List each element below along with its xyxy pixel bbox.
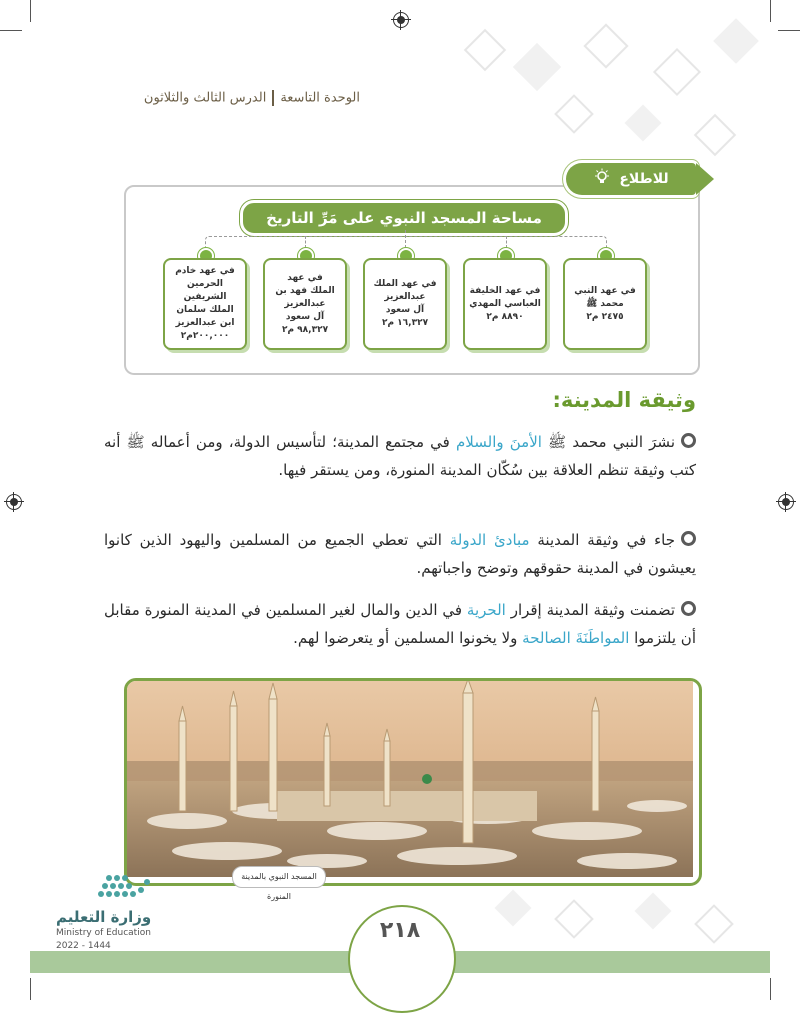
era-line: عبدالعزيز — [284, 298, 326, 309]
era-card-abbasid — [463, 258, 547, 350]
era-area: ١٦,٣٢٧ م٢ — [381, 318, 429, 328]
text-run: نشرَ النبي محمد ﷺ — [541, 433, 675, 451]
era-line: ابن عبدالعزيز — [175, 318, 235, 328]
era-card-king-fahd — [263, 258, 347, 350]
bullet-icon — [681, 433, 696, 448]
info-tab-label: للاطلاع — [619, 171, 669, 187]
text-run: جاء في وثيقة المدينة — [529, 531, 675, 549]
info-tab — [566, 163, 696, 195]
era-line: في عهد النبي — [574, 285, 636, 296]
highlight-term: المواطَنَةَ الصالحة — [522, 629, 630, 647]
unit-label: الوحدة التاسعة — [280, 90, 360, 106]
era-card-king-abdulaziz — [363, 258, 447, 350]
paragraph-1 — [104, 428, 696, 484]
crop-mark — [30, 0, 31, 22]
bullet-icon — [681, 531, 696, 546]
crop-mark — [30, 978, 31, 1000]
timeline-connector — [305, 236, 507, 248]
era-line: عبدالعزيز — [384, 292, 426, 302]
crop-mark — [770, 978, 771, 1000]
era-line: في عهد الخليفة — [469, 285, 541, 296]
running-header — [30, 90, 360, 106]
era-line: آل سعود — [285, 311, 325, 322]
ministry-logo — [95, 866, 155, 904]
timeline-title: مساحة المسجد النبوي على مَرِّ التاريخ — [240, 200, 568, 236]
text-run: التي تعطي الجميع من المسلمين واليهود الذين كانوا يعيشون في المدينة حقوقهم وتوضح واجباتهم. — [104, 531, 696, 577]
lesson-label: الدرس الثالث والثلاثون — [143, 90, 267, 106]
text-run: في الدين والمال لغير المسلمين في المدينة المنورة مقابل أن يلتزموا — [104, 601, 696, 647]
paragraph-2 — [104, 526, 696, 582]
era-line: في عهد خادم — [175, 266, 235, 276]
era-area: ٨٨٩٠ م٢ — [486, 311, 524, 322]
section-title: وثيقة المدينة: — [552, 388, 696, 412]
photo-caption: المسجد النبوي بالمدينة المنورة — [232, 866, 326, 888]
era-line: محمد ﷺ — [586, 298, 624, 309]
era-line: العباسي المهدي — [469, 298, 541, 309]
crop-mark — [0, 30, 22, 31]
era-card-prophet — [563, 258, 647, 350]
era-line: الحرمين الشريفين — [183, 279, 227, 302]
era-line: الملك فهد بن — [275, 285, 335, 296]
highlight-term: مبادئ الدولة — [449, 531, 530, 549]
timeline-connector — [405, 230, 406, 248]
lightbulb-icon — [593, 168, 611, 190]
mosque-illustration — [127, 681, 693, 877]
header-divider — [272, 90, 274, 106]
bullet-icon — [681, 601, 696, 616]
registration-mark-icon — [6, 494, 22, 510]
highlight-term: الأمنَ والسلام — [456, 433, 542, 451]
mosque-photo — [124, 678, 702, 886]
text-run: في مجتمع المدينة؛ لتأسيس الدولة، ومن أعماله ﷺ أنه كتب وثيقة تنظم العلاقة بين سُكّان المدينة المنورة، ومن يستقر فيها. — [104, 433, 696, 479]
highlight-term: الحرية — [466, 601, 506, 619]
page-number: ٢١٨ — [379, 918, 421, 943]
text-run: ولا يخونوا المسلمين أو يتعرضوا لهم. — [293, 629, 523, 647]
text-run: تضمنت وثيقة المدينة إقرار — [505, 601, 676, 619]
era-line: آل سعود — [385, 305, 425, 315]
era-area: ٩٨,٣٢٧ م٢ — [281, 324, 329, 335]
edition-year: 2022 - 1444 — [56, 941, 111, 951]
ministry-name-en: Ministry of Education — [56, 928, 151, 938]
crop-mark — [770, 0, 771, 22]
registration-mark-icon — [778, 494, 794, 510]
era-line: في عهد الملك — [373, 279, 437, 289]
era-card-king-salman — [163, 258, 247, 350]
era-line: في عهد — [287, 272, 323, 283]
registration-mark-icon — [393, 12, 409, 28]
ministry-name-ar: وزارة التعليم — [56, 908, 152, 926]
paragraph-3 — [104, 596, 696, 652]
era-line: الملك سلمان — [176, 305, 234, 315]
era-area: ٢٠٠,٠٠٠م٢ — [180, 331, 230, 341]
crop-mark — [778, 30, 800, 31]
era-area: ٢٤٧٥ م٢ — [586, 311, 624, 322]
